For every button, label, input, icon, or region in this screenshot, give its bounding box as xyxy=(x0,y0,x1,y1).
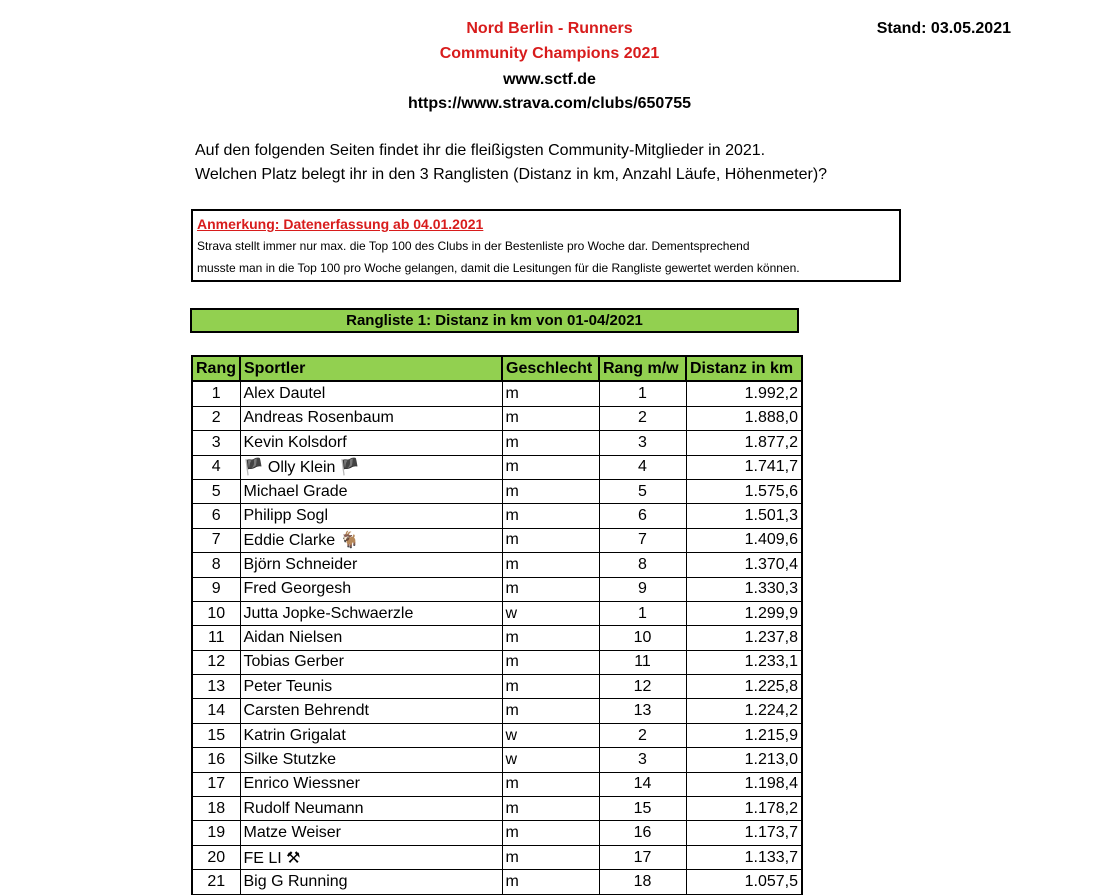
gender-rank-cell: 15 xyxy=(599,797,686,821)
gender-rank-cell: 14 xyxy=(599,772,686,796)
distance-cell: 1.409,6 xyxy=(686,528,802,552)
distance-cell: 1.057,5 xyxy=(686,870,802,894)
distance-cell: 1.877,2 xyxy=(686,431,802,455)
gender-rank-cell: 12 xyxy=(599,675,686,699)
distance-cell: 1.173,7 xyxy=(686,821,802,845)
rank-cell: 7 xyxy=(192,528,240,552)
rank-cell: 9 xyxy=(192,577,240,601)
gender-cell: m xyxy=(502,650,599,674)
athlete-name-cell: Aidan Nielsen xyxy=(240,626,502,650)
gender-cell: m xyxy=(502,845,599,869)
gender-rank-cell: 11 xyxy=(599,650,686,674)
distance-cell: 1.213,0 xyxy=(686,748,802,772)
distance-cell: 1.888,0 xyxy=(686,406,802,430)
rank-cell: 16 xyxy=(192,748,240,772)
gender-cell: m xyxy=(502,553,599,577)
gender-rank-cell: 6 xyxy=(599,504,686,528)
intro-line-2: Welchen Platz belegt ihr in den 3 Ranglisten (Distanz in km, Anzahl Läufe, Höhenmeter)? xyxy=(195,166,828,183)
table-row xyxy=(192,479,802,503)
gender-cell: m xyxy=(502,381,599,406)
table-row xyxy=(192,870,802,894)
table-row xyxy=(192,406,802,430)
athlete-name-cell: FE LI ⚒ xyxy=(240,845,502,869)
gender-rank-cell: 1 xyxy=(599,601,686,625)
gender-rank-cell: 9 xyxy=(599,577,686,601)
gender-cell: m xyxy=(502,821,599,845)
athlete-name-cell: Fred Georgesh xyxy=(240,577,502,601)
rank-cell: 20 xyxy=(192,845,240,869)
rank-cell: 11 xyxy=(192,626,240,650)
athlete-name-cell: Alex Dautel xyxy=(240,381,502,406)
distance-cell: 1.225,8 xyxy=(686,675,802,699)
rank-cell: 2 xyxy=(192,406,240,430)
athlete-name-cell: Katrin Grigalat xyxy=(240,723,502,747)
gender-cell: w xyxy=(502,723,599,747)
athlete-name-cell: Rudolf Neumann xyxy=(240,797,502,821)
note-line-2: musste man in die Top 100 pro Woche gelangen, damit die Lesitungen für die Rangliste gewertet werden können. xyxy=(197,261,800,275)
strava-url-text: https://www.strava.com/clubs/650755 xyxy=(407,95,692,112)
col-header-sportler: Sportler xyxy=(240,356,502,381)
gender-rank-cell: 2 xyxy=(599,723,686,747)
gender-cell: m xyxy=(502,675,599,699)
athlete-name-cell: Enrico Wiessner xyxy=(240,772,502,796)
distance-cell: 1.501,3 xyxy=(686,504,802,528)
table-row xyxy=(192,845,802,869)
ranking-body xyxy=(192,381,802,894)
gender-cell: m xyxy=(502,577,599,601)
gender-rank-cell: 16 xyxy=(599,821,686,845)
athlete-name-cell: Jutta Jopke-Schwaerzle xyxy=(240,601,502,625)
athlete-name-cell: Kevin Kolsdorf xyxy=(240,431,502,455)
ranking-table xyxy=(191,355,803,895)
table-row xyxy=(192,431,802,455)
gender-cell: m xyxy=(502,455,599,479)
distance-cell: 1.370,4 xyxy=(686,553,802,577)
col-header-geschlecht: Geschlecht xyxy=(502,356,599,381)
gender-rank-cell: 1 xyxy=(599,381,686,406)
distance-cell: 1.133,7 xyxy=(686,845,802,869)
gender-cell: m xyxy=(502,528,599,552)
gender-cell: m xyxy=(502,479,599,503)
table-row xyxy=(192,699,802,723)
distance-cell: 1.992,2 xyxy=(686,381,802,406)
table-row xyxy=(192,381,802,406)
rank-cell: 12 xyxy=(192,650,240,674)
distance-cell: 1.198,4 xyxy=(686,772,802,796)
gender-cell: w xyxy=(502,748,599,772)
table-row xyxy=(192,528,802,552)
rank-cell: 8 xyxy=(192,553,240,577)
gender-cell: w xyxy=(502,601,599,625)
athlete-name-cell: Eddie Clarke 🐐 xyxy=(240,528,502,552)
gender-rank-cell: 18 xyxy=(599,870,686,894)
intro-text xyxy=(195,139,827,187)
athlete-name-cell: Tobias Gerber xyxy=(240,650,502,674)
rank-cell: 4 xyxy=(192,455,240,479)
rank-cell: 10 xyxy=(192,601,240,625)
gender-cell: m xyxy=(502,772,599,796)
rank-cell: 3 xyxy=(192,431,240,455)
rank-cell: 17 xyxy=(192,772,240,796)
gender-rank-cell: 7 xyxy=(599,528,686,552)
ranking-title: Rangliste 1: Distanz in km von 01-04/2021 xyxy=(190,308,799,333)
table-row xyxy=(192,797,802,821)
gender-cell: m xyxy=(502,504,599,528)
distance-cell: 1.330,3 xyxy=(686,577,802,601)
note-box xyxy=(191,209,901,282)
athlete-name-cell: Carsten Behrendt xyxy=(240,699,502,723)
gender-rank-cell: 17 xyxy=(599,845,686,869)
distance-cell: 1.237,8 xyxy=(686,626,802,650)
table-row xyxy=(192,772,802,796)
gender-cell: m xyxy=(502,797,599,821)
note-line-1: Strava stellt immer nur max. die Top 100 des Clubs in der Bestenliste pro Woche dar. Dementsprechend xyxy=(197,239,750,253)
rank-cell: 21 xyxy=(192,870,240,894)
rank-cell: 1 xyxy=(192,381,240,406)
athlete-name-cell: Andreas Rosenbaum xyxy=(240,406,502,430)
note-title: Anmerkung: Datenerfassung ab 04.01.2021 xyxy=(197,216,484,232)
gender-cell: m xyxy=(502,626,599,650)
athlete-name-cell: Big G Running xyxy=(240,870,502,894)
col-header-rang-mw: Rang m/w xyxy=(599,356,686,381)
table-row xyxy=(192,675,802,699)
gender-cell: m xyxy=(502,406,599,430)
rank-cell: 19 xyxy=(192,821,240,845)
gender-rank-cell: 4 xyxy=(599,455,686,479)
stand-date: Stand: 03.05.2021 xyxy=(876,20,1011,37)
athlete-name-cell: 🏴 Olly Klein 🏴 xyxy=(240,455,502,479)
distance-cell: 1.178,2 xyxy=(686,797,802,821)
gender-rank-cell: 3 xyxy=(599,431,686,455)
gender-rank-cell: 5 xyxy=(599,479,686,503)
doc-title-line1: Nord Berlin - Runners xyxy=(466,20,633,37)
rank-cell: 13 xyxy=(192,675,240,699)
col-header-distanz: Distanz in km xyxy=(686,356,802,381)
athlete-name-cell: Silke Stutzke xyxy=(240,748,502,772)
rank-cell: 18 xyxy=(192,797,240,821)
rank-cell: 14 xyxy=(192,699,240,723)
ranking-header-row xyxy=(192,356,802,381)
table-row xyxy=(192,455,802,479)
table-row xyxy=(192,723,802,747)
rank-cell: 6 xyxy=(192,504,240,528)
athlete-name-cell: Philipp Sogl xyxy=(240,504,502,528)
gender-cell: m xyxy=(502,870,599,894)
gender-cell: m xyxy=(502,431,599,455)
table-row xyxy=(192,504,802,528)
website-text: www.sctf.de xyxy=(503,71,596,88)
distance-cell: 1.299,9 xyxy=(686,601,802,625)
rank-cell: 15 xyxy=(192,723,240,747)
distance-cell: 1.575,6 xyxy=(686,479,802,503)
table-row xyxy=(192,650,802,674)
table-row xyxy=(192,577,802,601)
distance-cell: 1.741,7 xyxy=(686,455,802,479)
gender-rank-cell: 8 xyxy=(599,553,686,577)
gender-rank-cell: 2 xyxy=(599,406,686,430)
table-row xyxy=(192,553,802,577)
athlete-name-cell: Peter Teunis xyxy=(240,675,502,699)
table-row xyxy=(192,626,802,650)
table-row xyxy=(192,601,802,625)
distance-cell: 1.215,9 xyxy=(686,723,802,747)
gender-cell: m xyxy=(502,699,599,723)
table-row xyxy=(192,748,802,772)
distance-cell: 1.233,1 xyxy=(686,650,802,674)
gender-rank-cell: 13 xyxy=(599,699,686,723)
intro-line-1: Auf den folgenden Seiten findet ihr die fleißigsten Community-Mitglieder in 2021. xyxy=(195,142,766,159)
table-row xyxy=(192,821,802,845)
col-header-rang: Rang xyxy=(192,356,240,381)
gender-rank-cell: 3 xyxy=(599,748,686,772)
athlete-name-cell: Michael Grade xyxy=(240,479,502,503)
distance-cell: 1.224,2 xyxy=(686,699,802,723)
gender-rank-cell: 10 xyxy=(599,626,686,650)
athlete-name-cell: Björn Schneider xyxy=(240,553,502,577)
rank-cell: 5 xyxy=(192,479,240,503)
athlete-name-cell: Matze Weiser xyxy=(240,821,502,845)
doc-title-line2: Community Champions 2021 xyxy=(439,45,660,62)
